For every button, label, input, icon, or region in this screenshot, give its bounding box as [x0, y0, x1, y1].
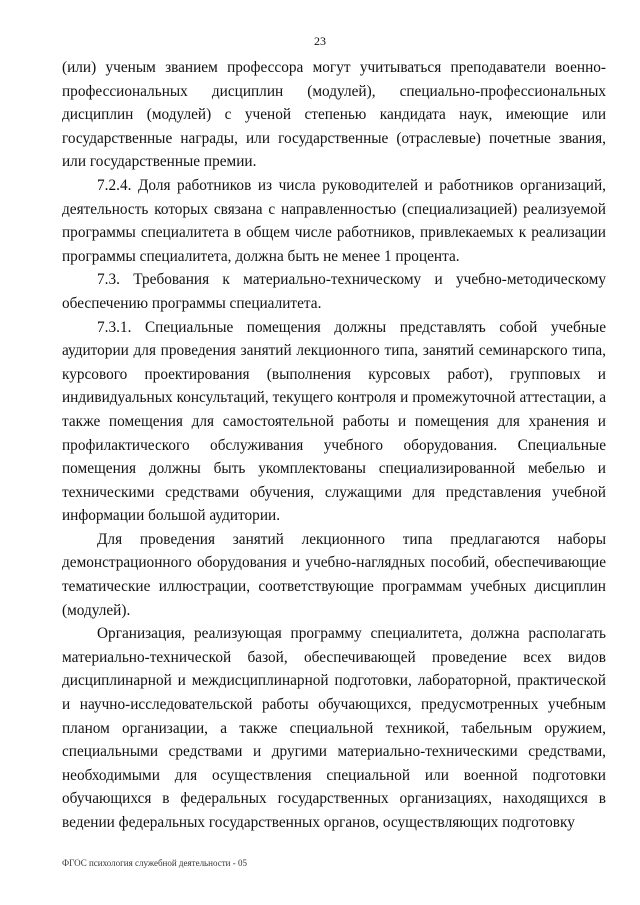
paragraph-continuation: (или) ученым званием профессора могут учитываться преподаватели военно-профессиональных дисциплин (модулей), специально-профессиональных дисциплин (модулей) с ученой степенью кандидата наук, имеющие или государственные награды, или государственные (отраслевые) почетные звания, или государственные премии. [62, 59, 606, 171]
paragraph-material-base: Организация, реализующая программу специалитета, должна располагать материально-технической базой, обеспечивающей проведение всех видов дисциплинарной и междисциплинарной подготовки, лабораторной, практической и научно-исследовательской работы обучающихся, предусмотренных учебным планом организации, а также специальной техникой, табельным оружием, специальными средствами и другими материально-техническими средствами, необходимыми для осуществления специальной или военной подготовки обучающихся в федеральных государственных организациях, находящихся в ведении федеральных государственных органов, осуществляющих подготовку [62, 625, 606, 831]
document-body [62, 56, 606, 835]
paragraph-lecture-equipment: Для проведения занятий лекционного типа предлагаются наборы демонстрационного оборудования и учебно-наглядных пособий, обеспечивающие тематические иллюстрации, соответствующие программам учебных дисциплин (модулей). [62, 530, 606, 619]
paragraph-7-2-4: 7.2.4. Доля работников из числа руководителей и работников организаций, деятельность которых связана с направленностью (специализацией) реализуемой программы специалитета в общем числе работников, привлекаемых к реализации программы специалитета, должна быть не менее 1 процента. [62, 176, 606, 265]
page-number: 23 [314, 34, 326, 48]
paragraph-7-3-1: 7.3.1. Специальные помещения должны представлять собой учебные аудитории для проведения занятий лекционного типа, занятий семинарского типа, курсового проектирования (выполнения курсовых работ), групповых и индивидуальных консультаций, текущего контроля и промежуточной аттестации, а также помещения для самостоятельной работы и помещения для хранения и профилактического обслуживания учебного оборудования. Специальные помещения должны быть укомплектованы специализированной мебелью и техническими средствами обучения, служащими для представления учебной информации большой аудитории. [62, 318, 606, 525]
footer-document-id: ФГОС психология служебной деятельности - 05 [62, 858, 247, 868]
paragraph-7-3-heading: 7.3. Требования к материально-техническому и учебно-методическому обеспечению программы специалитета. [62, 271, 606, 312]
